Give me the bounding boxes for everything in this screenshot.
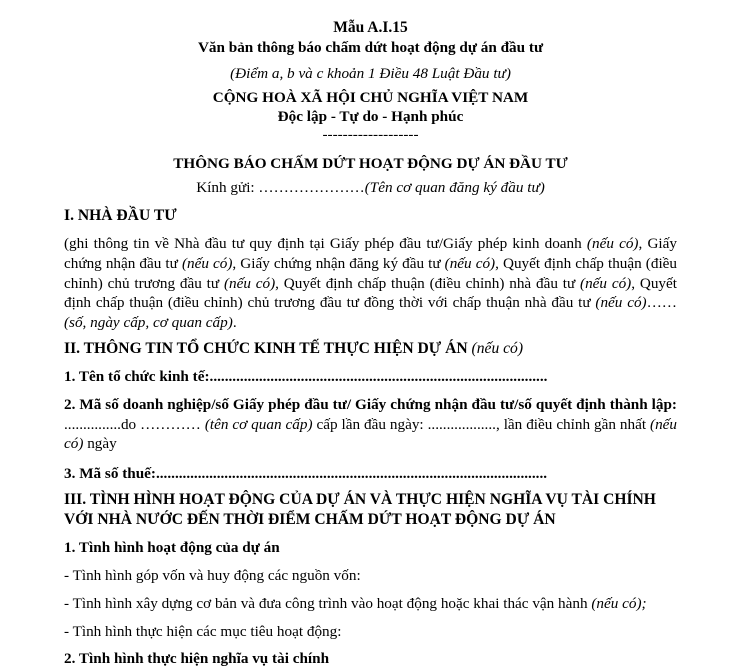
hint-run: (tên cơ quan cấp) <box>204 415 313 433</box>
hint-run: (nếu có) <box>444 254 496 272</box>
hint-run: (nếu có) <box>64 415 678 453</box>
text-run: . <box>232 314 237 332</box>
hint-run: (nếu có) <box>223 274 276 292</box>
recipient-label: Kính gửi: ………………… <box>196 179 365 197</box>
text-run: , Giấy chứng nhận đăng ký đầu tư <box>232 254 445 272</box>
hint-run: (nếu có); <box>591 594 647 612</box>
text-run: , Quyết định chấp thuận (điều chỉnh) nhà đầu tư <box>275 274 581 292</box>
text-run: , Quyết định chấp thuận (điều chỉnh) chủ trương đầu tư <box>64 254 677 292</box>
text-run: - Tình hình xây dựng cơ bản và đưa công trình vào hoạt động hoặc khai thác vận hành <box>64 594 592 612</box>
form-code: Mẫu A.I.15 <box>333 19 408 36</box>
form-title: Văn bản thông báo chấm dứt hoạt động dự án đầu tư <box>197 39 544 57</box>
section-1-title: I. NHÀ ĐẦU TƯ <box>64 206 177 224</box>
hint-run: (nếu có) <box>580 274 632 292</box>
text-run: ngày <box>83 435 117 453</box>
section-3-sub-2: 2. Tình hình thực hiện nghĩa vụ tài chính <box>64 650 330 668</box>
item-2-label: 2. Mã số doanh nghiệp/số Giấy phép đầu tư/ Giấy chứng nhận đầu tư/số quyết định thành lập: <box>64 395 677 413</box>
section-2-title-hint: (nếu có) <box>471 339 524 357</box>
section-2-title <box>64 339 677 359</box>
recipient-line <box>64 178 677 198</box>
text-run: …… <box>646 294 677 312</box>
section-3-title: III. TÌNH HÌNH HOẠT ĐỘNG CỦA DỰ ÁN VÀ THỰC HIỆN NGHĨA VỤ TÀI CHÍNH VỚI NHÀ NƯỚC ĐẾN THỜI ĐIỂM CHẤM DỨT HOẠT ĐỘNG DỰ ÁN <box>64 490 656 529</box>
hint-run: (số, ngày cấp, cơ quan cấp) <box>64 314 233 332</box>
section-1-body <box>64 234 677 333</box>
text-run: (ghi thông tin về Nhà đầu tư quy định tại Giấy phép đầu tư/Giấy phép kinh doanh <box>64 235 587 253</box>
text-run: , Quyết định chấp thuận (điều chỉnh) chủ trương đầu tư đồng thời với chấp thuận nhà đầu tư <box>64 274 677 312</box>
text-run: cấp lần đầu ngày: .................., lần điều chỉnh gần nhất <box>312 415 651 433</box>
document-title: THÔNG BÁO CHẤM DỨT HOẠT ĐỘNG DỰ ÁN ĐẦU TƯ <box>173 155 568 173</box>
hint-run: (nếu có) <box>181 254 233 272</box>
section-3-line-1: - Tình hình góp vốn và huy động các nguồn vốn: <box>64 567 361 585</box>
section-3-sub-1: 1. Tình hình hoạt động của dự án <box>64 539 280 557</box>
section-3-line-3: - Tình hình thực hiện các mục tiêu hoạt động: <box>64 622 342 640</box>
text-run: , Giấy chứng nhận đầu tư <box>64 235 677 272</box>
recipient-hint: (Tên cơ quan đăng ký đầu tư) <box>364 179 545 197</box>
section-2-item-3: 3. Mã số thuế:....................................................................................................... <box>64 465 548 483</box>
motto: Độc lập - Tự do - Hạnh phúc <box>277 108 464 126</box>
divider: ------------------- <box>322 126 419 144</box>
section-2-title-text: II. THÔNG TIN TỔ CHỨC KINH TẾ THỰC HIỆN DỰ ÁN <box>64 339 472 357</box>
section-2-item-1: 1. Tên tổ chức kinh tế:......................................................................................... <box>64 368 548 386</box>
hint-run: (nếu có) <box>586 235 639 253</box>
section-2-item-2 <box>64 395 677 454</box>
section-3-line-2 <box>64 594 677 614</box>
nation-heading: CỘNG HOÀ XÃ HỘI CHỦ NGHĨA VIỆT NAM <box>212 88 529 106</box>
hint-run: (nếu có) <box>595 294 647 312</box>
text-run: ...............do ………… <box>64 415 205 433</box>
legal-basis: (Điểm a, b và c khoản 1 Điều 48 Luật Đầu tư) <box>230 64 511 82</box>
